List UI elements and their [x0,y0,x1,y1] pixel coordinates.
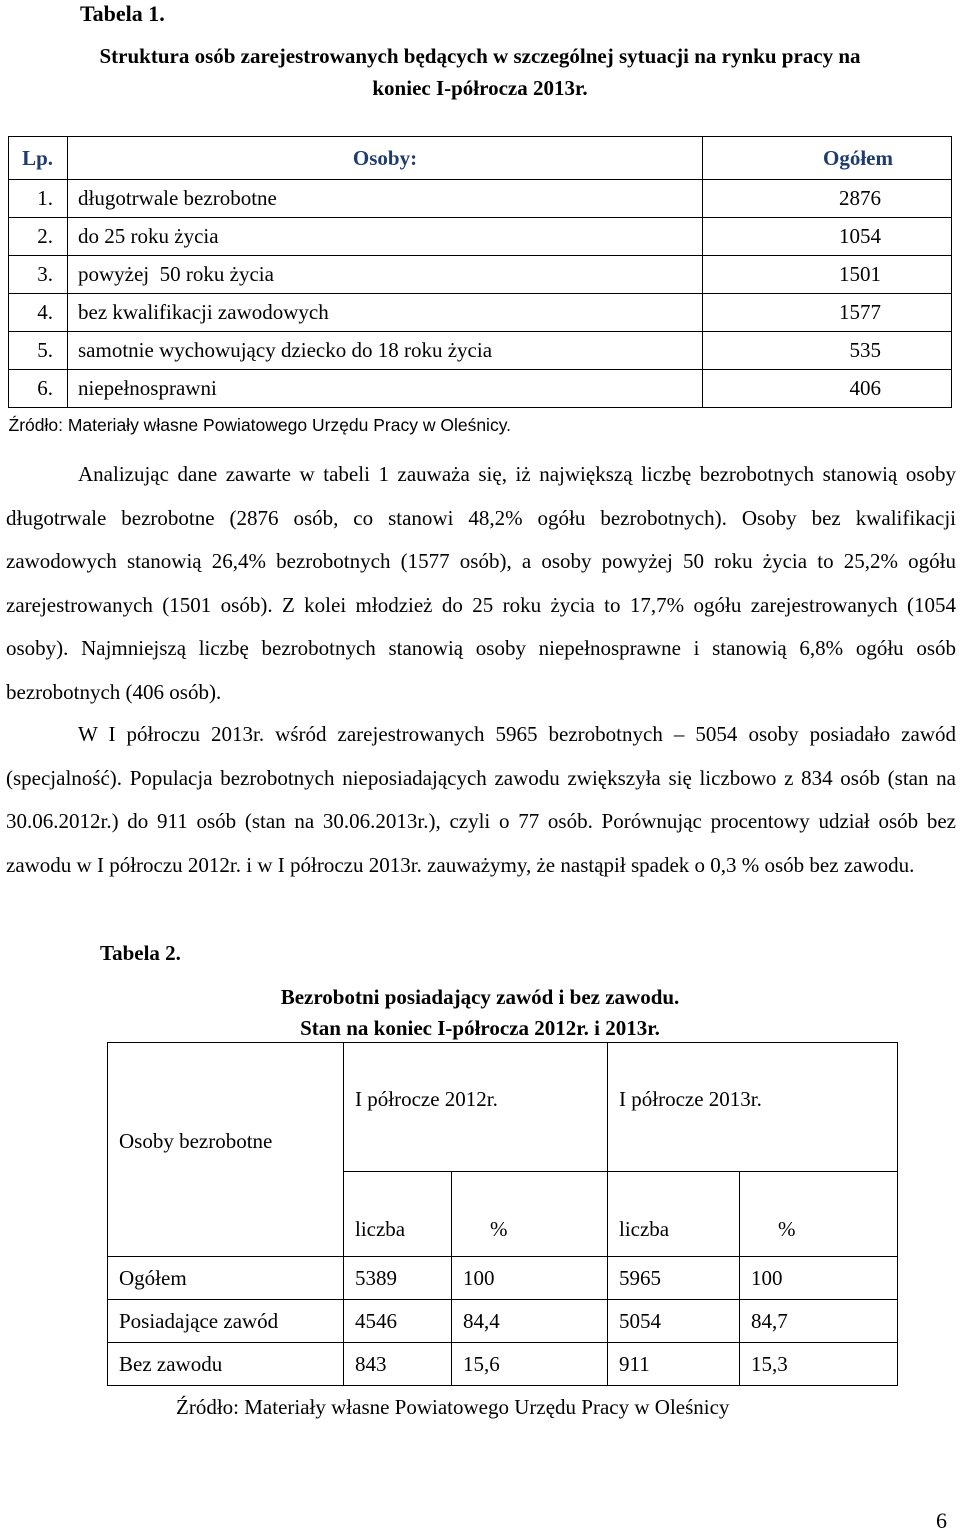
table2-subheader-pct-2012: % [452,1172,608,1257]
table1-header-row [9,137,952,180]
page-number: 6 [936,1508,947,1533]
table2-cell-count-2012: 5389 [344,1257,452,1300]
table1-cell-desc: niepełnosprawni [68,370,703,408]
table2-label: Tabela 2. [100,941,181,965]
table1-cell-desc: powyżej 50 roku życia [68,256,703,294]
table2-cell-pct-2013: 100 [740,1257,898,1300]
table-row [9,180,952,218]
table2-cell-count-2013: 5054 [608,1300,740,1343]
table1-cell-total: 2876 [703,180,952,218]
table2-cell-label: Bez zawodu [108,1343,344,1386]
table-row [108,1343,898,1386]
table1-cell-desc: bez kwalifikacji zawodowych [68,294,703,332]
table1-cell-lp: 2. [9,218,68,256]
table1-cell-total: 406 [703,370,952,408]
table2-subheader-count-2012: liczba [344,1172,452,1257]
table2-source: Źródło: Materiały własne Powiatowego Urzędu Pracy w Oleśnicy [176,1395,730,1419]
table1-cell-lp: 5. [9,332,68,370]
table-row [9,370,952,408]
table1-source-row [9,408,952,443]
table2-cell-count-2012: 4546 [344,1300,452,1343]
table-row [9,218,952,256]
table1-title [10,40,950,104]
table2-cell-pct-2013: 84,7 [740,1300,898,1343]
paragraph-profession-text: W I półroczu 2013r. wśród zarejestrowanych 5965 bezrobotnych – 5054 osoby posiadało zawód (specjalność). Populacja bezrobotnych nieposiadających zawodu zwiększyła się liczbowo z 834 osób (stan na 30.06.2012r.) do 911 osób (stan na 30.06.2013r.), czyli o 77 osób. Porównując procentowy udział osób bez zawodu w I półroczu 2012r. i w I półroczu 2013r. zauważymy, że nastąpił spadek o 0,3 % osób bez zawodu. [6,722,956,877]
table-row [108,1300,898,1343]
table2-cell-count-2013: 911 [608,1343,740,1386]
table2-header-label: Osoby bezrobotne [108,1043,344,1257]
table2-cell-pct-2013: 15,3 [740,1343,898,1386]
table1-cell-total: 1054 [703,218,952,256]
table1-cell-desc: do 25 roku życia [68,218,703,256]
table1-cell-lp: 3. [9,256,68,294]
table2-title-line2: Stan na koniec I-półrocza 2012r. i 2013r. [300,1016,660,1040]
table1-cell-total: 1577 [703,294,952,332]
table1-title-line2: koniec I-półrocza 2013r. [372,76,588,100]
table1-cell-desc: samotnie wychowujący dziecko do 18 roku życia [68,332,703,370]
table2-cell-label: Posiadające zawód [108,1300,344,1343]
table2-header-period-2012: I półrocze 2012r. [344,1043,608,1172]
table2-subheader-count-2013: liczba [608,1172,740,1257]
table2-cell-count-2012: 843 [344,1343,452,1386]
table1-cell-total: 1501 [703,256,952,294]
table1-header-lp: Lp. [9,137,68,180]
table1-title-line1: Struktura osób zarejestrowanych będących w szczególnej sytuacji na rynku pracy na [99,44,861,68]
table2-cell-pct-2012: 84,4 [452,1300,608,1343]
table-row [9,256,952,294]
table1-label: Tabela 1. [80,1,165,26]
table2-title-line1: Bezrobotni posiadający zawód i bez zawodu. [280,985,680,1009]
paragraph-profession [6,713,956,887]
table1-header-desc: Osoby: [68,137,703,180]
table2-title [150,982,810,1044]
table2-cell-pct-2012: 15,6 [452,1343,608,1386]
table1-cell-lp: 6. [9,370,68,408]
table-row [9,332,952,370]
table1-cell-total: 535 [703,332,952,370]
table2-subheader-pct-2013: % [740,1172,898,1257]
table2 [107,1042,898,1386]
table2-header-period-2013: I półrocze 2013r. [608,1043,898,1172]
table2-cell-label: Ogółem [108,1257,344,1300]
table1-header-total: Ogółem [703,137,952,180]
table1 [8,136,952,442]
table2-cell-pct-2012: 100 [452,1257,608,1300]
table-row [108,1257,898,1300]
table1-cell-lp: 4. [9,294,68,332]
paragraph-analysis [6,453,956,714]
table1-source: Źródło: Materiały własne Powiatowego Urzędu Pracy w Oleśnicy. [8,415,512,435]
paragraph-analysis-text: Analizując dane zawarte w tabeli 1 zauważa się, iż największą liczbę bezrobotnych stanowią osoby długotrwale bezrobotne (2876 osób, co stanowi 48,2% ogółu bezrobotnych). Osoby bez kwalifikacji zawodowych stanowią 26,4% bezrobotnych (1577 osób), a osoby powyżej 50 roku życia to 25,2% ogółu zarejestrowanych (1501 osób). Z kolei młodzież do 25 roku życia to 17,7% ogółu zarejestrowanych (1054 osoby). Najmniejszą liczbę bezrobotnych stanowią osoby niepełnosprawne i stanowią 6,8% ogółu osób bezrobotnych (406 osób). [6,462,956,704]
table-row [9,294,952,332]
table2-cell-count-2013: 5965 [608,1257,740,1300]
table2-header-row [108,1043,898,1172]
table1-cell-lp: 1. [9,180,68,218]
table1-cell-desc: długotrwale bezrobotne [68,180,703,218]
